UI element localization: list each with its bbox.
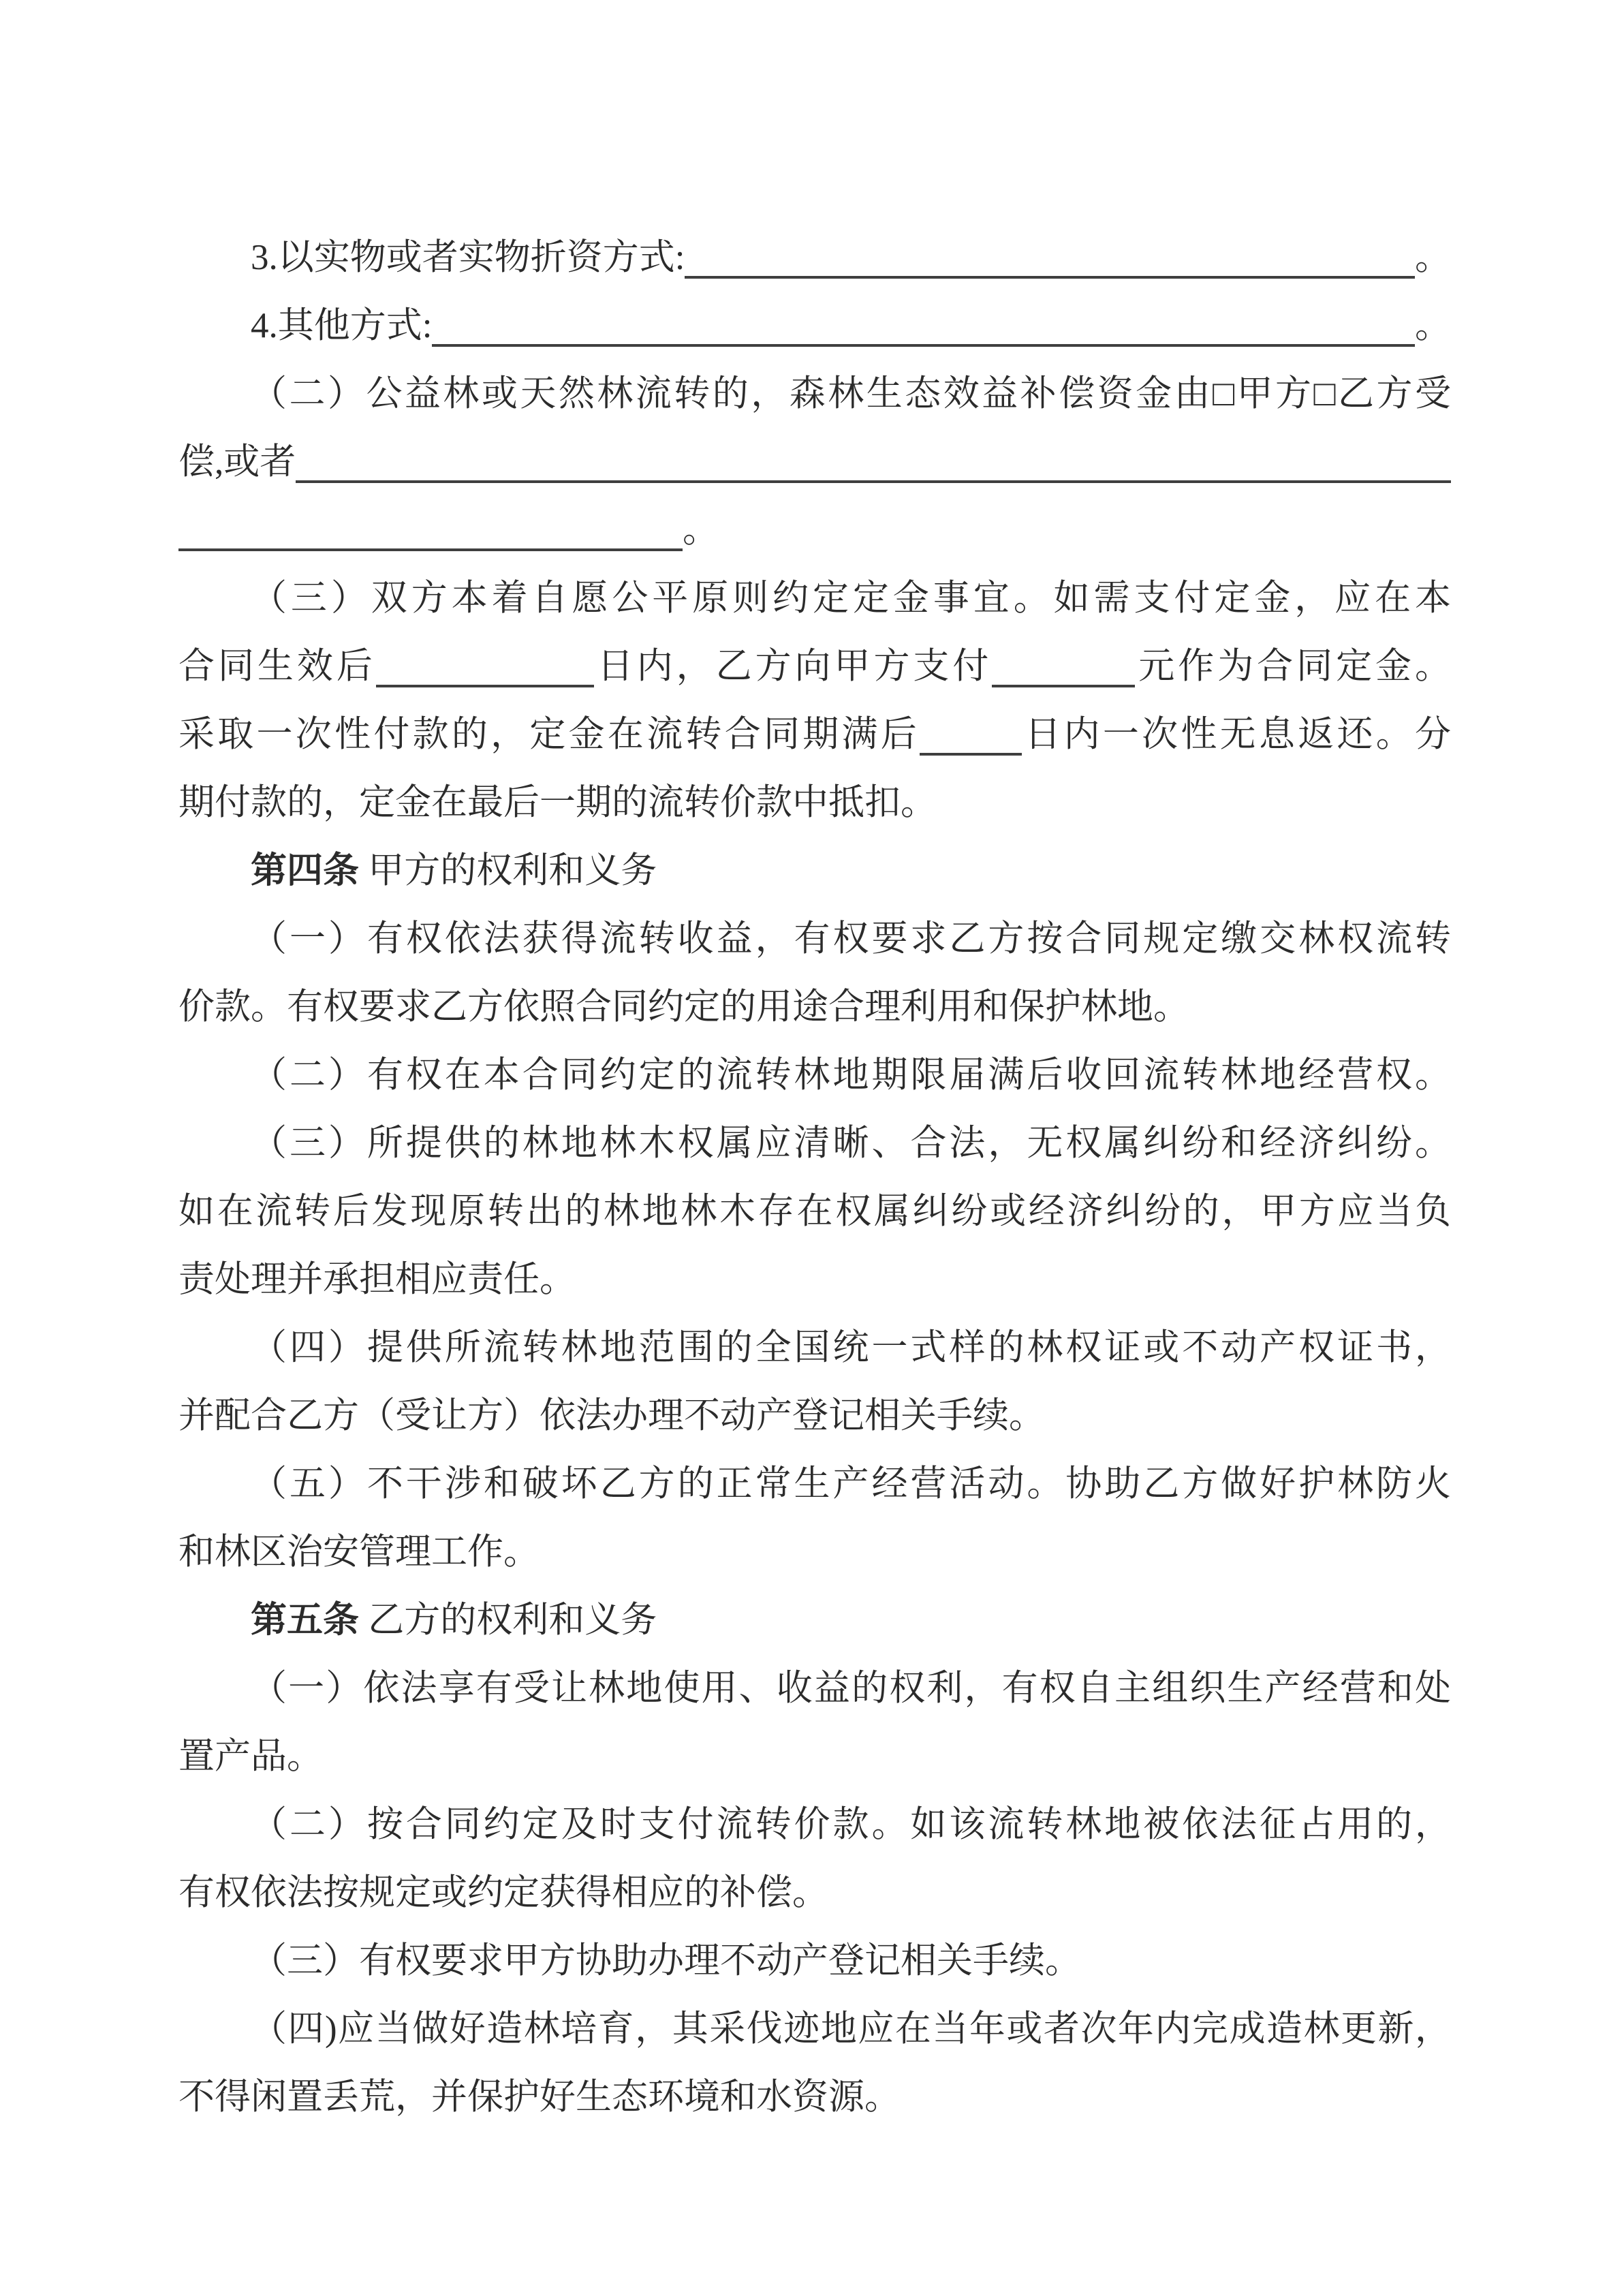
text-line — [178, 428, 1451, 496]
text-segment: （三）所提供的林地林木权属应清晰、合法，无权属纠纷和经济纠纷。 — [251, 1123, 1451, 1163]
text-line — [178, 1245, 1451, 1314]
text-segment: （三）双方本着自愿公平原则约定定金事宜。如需支付定金，应在本 — [251, 578, 1451, 618]
text-segment: （二）公益林或天然林流转的，森林生态效益补偿资金由 — [251, 374, 1213, 414]
text-segment: 如在流转后发现原转出的林地林木存在权属纠纷或经济纠纷的，甲方应当负 — [178, 1192, 1451, 1231]
blank-underline — [376, 685, 594, 687]
text-segment: 置产品。 — [178, 1737, 323, 1776]
text-line — [178, 632, 1451, 700]
text-segment: （二）按合同约定及时支付流转价款。如该流转林地被依法征占用的， — [251, 1805, 1451, 1844]
text-segment: 并配合乙方（受让方）依法办理不动产登记相关手续。 — [178, 1396, 1045, 1436]
text-line — [178, 1586, 1451, 1654]
text-line — [178, 496, 1451, 564]
text-line — [178, 1041, 1451, 1109]
text-line — [178, 1450, 1451, 1518]
text-line — [178, 1314, 1451, 1382]
text-segment: （四)应当做好造林培育，其采伐迹地应在当年或者次年内完成造林更新， — [251, 2009, 1451, 2049]
text-line — [178, 905, 1451, 973]
text-segment: 3.以实物或者实物折资方式: — [251, 238, 685, 277]
text-line — [178, 2063, 1451, 2131]
text-line — [178, 1995, 1451, 2063]
text-line — [178, 837, 1451, 905]
text-segment: 甲方 — [1236, 374, 1314, 414]
text-segment: （一）依法享有受让林地使用、收益的权利，有权自主组织生产经营和处 — [251, 1669, 1451, 1708]
text-line — [178, 1518, 1451, 1586]
text-segment: 乙方的权利和义务 — [359, 1600, 657, 1640]
text-segment: （二）有权在本合同约定的流转林地期限届满后收回流转林地经营权。 — [251, 1055, 1451, 1095]
text-segment: 不得闲置丢荒，并保护好生态环境和水资源。 — [178, 2077, 901, 2117]
text-segment: 日内一次性无息返还。分 — [1022, 715, 1451, 754]
text-segment: 采取一次性付款的，定金在流转合同期满后 — [178, 715, 920, 754]
text-segment: （四）提供所流转林地范围的全国统一式样的林权证或不动产权证书， — [251, 1328, 1451, 1367]
text-line — [178, 564, 1451, 632]
text-line — [178, 292, 1451, 360]
text-line — [178, 1177, 1451, 1245]
clause-heading-label: 第五条 — [251, 1600, 359, 1640]
blank-underline — [992, 685, 1135, 687]
text-segment: 甲方的权利和义务 — [359, 851, 657, 890]
text-segment: 4.其他方式: — [251, 306, 433, 345]
blank-underline-fill — [685, 276, 1415, 279]
checkbox-glyph: □ — [1313, 374, 1339, 414]
text-segment: （一）有权依法获得流转收益，有权要求乙方按合同规定缴交林权流转 — [251, 919, 1451, 959]
text-segment: 日内，乙方向甲方支付 — [593, 647, 993, 686]
text-line — [178, 973, 1451, 1041]
text-line — [178, 1654, 1451, 1722]
text-line — [178, 1927, 1451, 1995]
text-line — [178, 223, 1451, 292]
text-segment: 。 — [683, 510, 719, 550]
clause-heading-label: 第四条 — [251, 850, 359, 890]
text-line — [178, 1859, 1451, 1927]
text-segment: 价款。有权要求乙方依照合同约定的用途合理利用和保护林地。 — [178, 987, 1189, 1027]
text-segment: 合同生效后 — [178, 647, 376, 686]
text-line — [178, 1382, 1451, 1450]
blank-underline-fill — [432, 344, 1415, 347]
text-segment: 偿,或者 — [178, 442, 296, 482]
text-segment: 和林区治安管理工作。 — [178, 1532, 540, 1572]
text-line — [178, 1791, 1451, 1859]
blank-underline-fill — [296, 480, 1451, 483]
text-segment: 期付款的，定金在最后一期的流转价款中抵扣。 — [178, 783, 937, 822]
text-line — [178, 1722, 1451, 1791]
checkbox-glyph: □ — [1213, 374, 1237, 414]
text-segment: （三）有权要求甲方协助办理不动产登记相关手续。 — [251, 1941, 1081, 1981]
text-segment: （五）不干涉和破坏乙方的正常生产经营活动。协助乙方做好护林防火 — [251, 1464, 1451, 1504]
text-line — [178, 769, 1451, 837]
text-segment: 。 — [1415, 238, 1451, 277]
text-line — [178, 360, 1451, 428]
text-segment: 有权依法按规定或约定获得相应的补偿。 — [178, 1873, 828, 1912]
blank-underline — [178, 548, 683, 551]
text-segment: 责处理并承担相应责任。 — [178, 1260, 576, 1299]
text-segment: 乙方受 — [1338, 374, 1451, 414]
text-line — [178, 700, 1451, 769]
blank-underline — [920, 753, 1022, 756]
text-segment: 。 — [1415, 306, 1451, 345]
text-segment: 元作为合同定金。 — [1135, 647, 1451, 686]
text-line — [178, 1109, 1451, 1177]
